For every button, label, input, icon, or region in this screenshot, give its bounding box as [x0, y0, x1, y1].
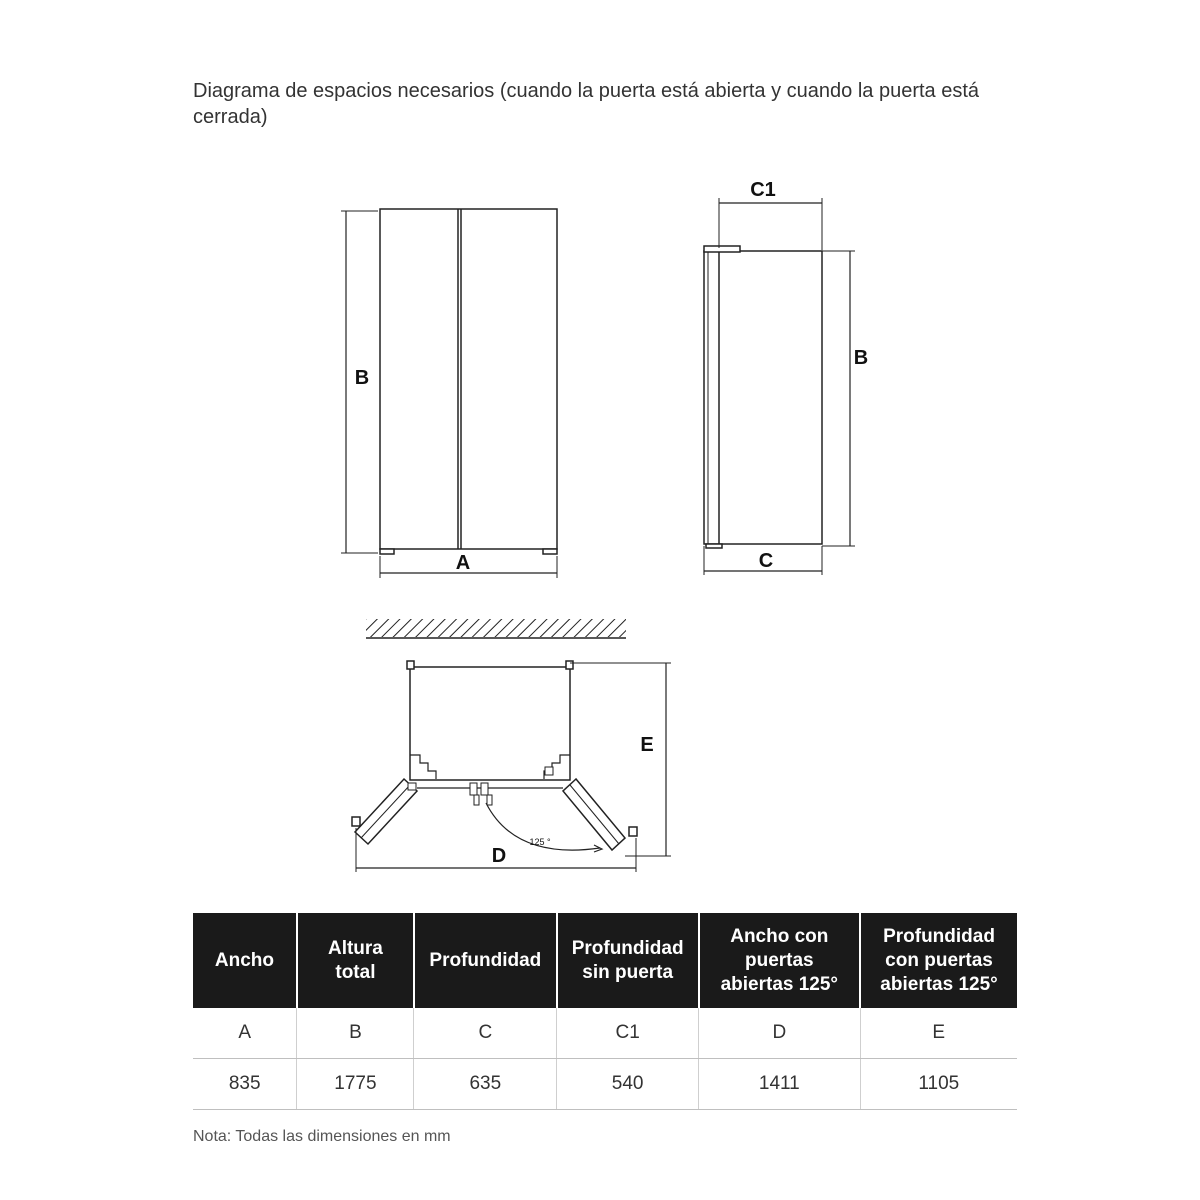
code-cell: D — [699, 1008, 860, 1059]
top-depth-label: E — [640, 734, 654, 756]
value-cell: 635 — [414, 1059, 557, 1110]
code-cell: E — [860, 1008, 1017, 1059]
table-row — [193, 1008, 1017, 1059]
value-cell: 540 — [557, 1059, 699, 1110]
header-cell: Ancho con puertas abiertas 125° — [699, 913, 860, 1008]
units-note: Nota: Todas las dimensiones en mm — [193, 1128, 451, 1145]
side-height-label: B — [853, 347, 869, 369]
code-cell: C — [414, 1008, 557, 1059]
side-bottom-label: C — [758, 550, 774, 572]
dimension-table — [193, 913, 1017, 1110]
side-top-label: C1 — [750, 179, 776, 201]
front-width-label: A — [455, 552, 471, 574]
fridge-front-outline — [380, 209, 557, 549]
code-cell: B — [297, 1008, 414, 1059]
fridge-side-outline — [704, 251, 822, 544]
header-cell: Altura total — [297, 913, 414, 1008]
front-view — [341, 209, 557, 578]
code-cell: A — [193, 1008, 297, 1059]
header-cell: Profundidad — [414, 913, 557, 1008]
value-cell: 835 — [193, 1059, 297, 1110]
front-height-label: B — [354, 367, 370, 389]
top-width-label: D — [491, 845, 507, 867]
angle-label: 125 ° — [529, 837, 551, 847]
value-cell: 1411 — [699, 1059, 860, 1110]
code-cell: C1 — [557, 1008, 699, 1059]
wall-hatch — [366, 619, 626, 637]
header-cell: Ancho — [193, 913, 297, 1008]
value-cell: 1775 — [297, 1059, 414, 1110]
top-view — [352, 619, 671, 872]
diagram-title: Diagrama de espacios necesarios (cuando la puerta está abierta y cuando la puerta está cerrada) — [193, 80, 980, 128]
table-header-row — [193, 913, 1017, 1008]
header-cell: Profundidad con puertas abiertas 125° — [860, 913, 1017, 1008]
side-view — [704, 198, 855, 575]
value-cell: 1105 — [860, 1059, 1017, 1110]
table-row — [193, 1059, 1017, 1110]
cabinet-top-outline — [410, 667, 570, 780]
header-cell: Profundidad sin puerta — [557, 913, 699, 1008]
